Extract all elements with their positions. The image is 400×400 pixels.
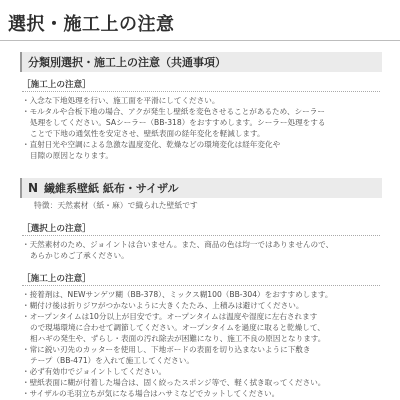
- note-line: ・壁紙表面に糊が付着した場合は、固く絞ったスポンジ等で、軽く拭き取ってください。: [22, 378, 326, 387]
- note-line: ・サイザルの毛羽立ちが気になる場合はハサミなどでカットしてください。: [22, 389, 280, 398]
- block-divider: [22, 285, 380, 286]
- note-line: 処理をしてください。SAシーラー（BB-318）をおすすめします。シーラー処理をする: [30, 118, 326, 127]
- note-line: ・直射日光や空調による急激な温度変化、乾燥などの環境変化は経年変化や: [22, 140, 281, 149]
- note-line: ・天然素材のため、ジョイントは合いません。また、商品の色は均一ではありませんので、: [22, 240, 334, 249]
- page-title: 選択・施工上の注意: [8, 14, 175, 35]
- section-common-heading: 分類別選択・施工上の注意（共通事項）: [28, 56, 226, 69]
- section-feature: 特徴：天然素材（紙・麻）で織られた壁紙です: [34, 201, 198, 210]
- note-line: ・接着剤は、NEWサンゲツ糊（BB-378）、ミックス糊100（BB-304）をおすすめします。: [22, 290, 333, 299]
- section-common-header: [20, 52, 382, 72]
- note-line: ことで下地の通気性を安定させ、壁紙表面の経年変化を軽減します。: [30, 129, 265, 138]
- note-line: ・必ず有効巾でジョイントしてください。: [22, 367, 167, 376]
- note-line: ので現場環境に合わせて調節してください。オープンタイムを過度に取ると乾燥して、: [30, 323, 325, 332]
- note-line: ・モルタルや合板下地の場合、アクが発生し壁紙を変色させることがあるため、シーラー: [22, 107, 325, 116]
- work-notes-label-common: ［施工上の注意］: [22, 80, 91, 90]
- note-line: テープ（BB-471）を入れて施工してください。: [30, 356, 194, 365]
- block-divider: [22, 91, 380, 92]
- note-line: ・オープンタイムは10分以上が目安です。オープンタイムは温度や湿度に左右されます: [22, 312, 318, 321]
- section-letter: N: [28, 181, 39, 195]
- work-notes-label-fiber: ［施工上の注意］: [22, 274, 91, 284]
- note-line: 相ハギの発生や、ずらし・表面の汚れ除去が困難になり、施工不良の原因となります。: [30, 334, 326, 343]
- block-divider: [22, 235, 380, 236]
- section-fiber-heading: 繊維系壁紙 紙布・サイザル: [44, 182, 179, 195]
- select-notes-label: ［選択上の注意］: [22, 224, 91, 234]
- note-line: あらかじめご了承ください。: [30, 251, 129, 260]
- title-divider: [0, 40, 400, 41]
- note-line: ・常に鋭い刃先のカッターを使用し、下地ボードの表面を切り込まないように下敷き: [22, 345, 311, 354]
- note-line: ・糊付け後は折りジワがつかないように大きくたたみ、上積みは避けてください。: [22, 301, 304, 310]
- note-line: ・入念な下地処理を行い、施工面を平滑にしてください。: [22, 96, 220, 105]
- note-line: 目隙の原因となります。: [30, 151, 113, 160]
- section-fiber-header: [20, 178, 382, 198]
